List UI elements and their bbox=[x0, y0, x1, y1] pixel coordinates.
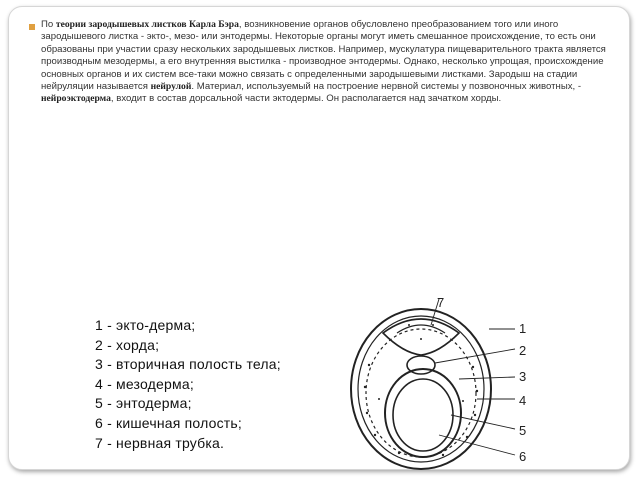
legend-item: 2 - хорда; bbox=[95, 336, 160, 353]
label-4: 4 bbox=[519, 393, 527, 408]
text-run: По bbox=[41, 19, 56, 30]
neurula-cross-section-diagram bbox=[339, 295, 539, 471]
neural-tube-lumen bbox=[397, 325, 445, 333]
endoderm bbox=[385, 369, 461, 457]
ectoderm-outer bbox=[351, 309, 491, 469]
text-run: . Материал, используемый на построение нервной системы у позвоночных животных, - bbox=[191, 81, 582, 93]
legend-item: 7 - нервная трубка. bbox=[95, 434, 225, 451]
label-3: 3 bbox=[519, 369, 527, 384]
figure-legend bbox=[95, 316, 281, 453]
body-paragraph bbox=[41, 19, 621, 106]
legend-item: 5 - энтодерма; bbox=[95, 395, 192, 412]
gut-cavity bbox=[393, 379, 453, 451]
text-run: , входит в состав дорсальной части эктодермы. Он располагается над зачатком хорды. bbox=[110, 93, 502, 105]
bullet-marker bbox=[29, 24, 35, 30]
legend-item: 6 - кишечная полость; bbox=[95, 414, 242, 431]
term-neurula: нейрулой bbox=[150, 81, 192, 93]
legend-item: 1 - экто-дерма; bbox=[95, 317, 196, 333]
label-6: 6 bbox=[519, 449, 527, 464]
ectoderm-inner bbox=[358, 316, 484, 462]
label-7: 7 bbox=[437, 295, 445, 310]
label-1: 1 bbox=[519, 321, 527, 336]
legend-item: 4 - мезодерма; bbox=[95, 375, 194, 392]
term-baer-theory: теории зародышевых листков Карла Бэра bbox=[55, 19, 239, 30]
label-5: 5 bbox=[519, 423, 527, 438]
label-2: 2 bbox=[519, 343, 527, 358]
text-run: , возникновение органов обусловлено преобразованием того или иного зародышевого листка - экто-, мезо- или энтодермы. Некоторые органы могут иметь смешанное происхождение, то есть они образованы при участии сразу нескольких зародышевых листков. Например, мускулатура пищеварительного тракта является производным мезодермы, а его внутренняя выстилка - производное энтодермы. Однако, несколько упрощая, происхождение основных органов и их систем все-таки можно связать с определенными зародышевыми листками. Зародыш на стадии нейруляции называется bbox=[41, 19, 606, 93]
mesoderm-layer bbox=[366, 329, 476, 457]
legend-item: 3 - вторичная полость тела; bbox=[95, 356, 281, 373]
slide-frame bbox=[8, 6, 630, 470]
term-neuroectoderm: нейроэктодерма bbox=[41, 93, 111, 105]
